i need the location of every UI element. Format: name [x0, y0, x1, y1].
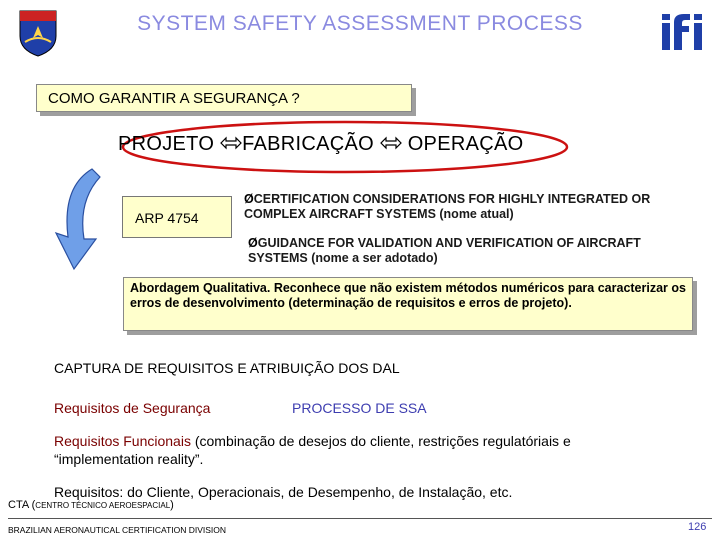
division-footer: BRAZILIAN AERONAUTICAL CERTIFICATION DIVISION [8, 525, 227, 535]
bullet-marker: Ø [244, 192, 254, 206]
bullet-item: ØGUIDANCE FOR VALIDATION AND VERIFICATION OF AIRCRAFT SYSTEMS (nome a ser adotado) [248, 236, 641, 265]
requisitos-seguranca: Requisitos de Segurança [54, 400, 211, 416]
page-number: 126 [688, 521, 707, 533]
requisitos-funcionais-label: Requisitos Funcionais [54, 433, 191, 449]
arp-label: ARP 4754 [135, 210, 199, 226]
requisitos-outros: Requisitos: do Cliente, Operacionais, de Desempenho, de Instalação, etc. [54, 484, 513, 500]
bullet-item: ØCERTIFICATION CONSIDERATIONS FOR HIGHLY INTEGRATED OR COMPLEX AIRCRAFT SYSTEMS (nome atual) [244, 192, 651, 221]
requisitos-funcionais-text: (combinação de desejos do cliente, restrições regulatóriais e “implementation reality”. [54, 433, 571, 467]
topic-question: COMO GARANTIR A SEGURANÇA ? [48, 90, 300, 107]
flow-step-projeto: PROJETO [118, 133, 215, 155]
page-title: SYSTEM SAFETY ASSESSMENT PROCESS [137, 12, 583, 35]
flow-step-fabricacao: FABRICAÇÃO [242, 133, 374, 155]
requisitos-funcionais [54, 432, 654, 468]
cta-footer: CTA (CENTRO TÉCNICO AEROESPACIAL) [8, 499, 174, 511]
curved-arrow-icon [40, 167, 102, 272]
flow-step-operacao: OPERAÇÃO [407, 133, 524, 155]
double-arrow-icon [220, 133, 242, 156]
process-flow [118, 133, 523, 156]
double-arrow-icon [380, 133, 402, 156]
bullet-marker: Ø [248, 236, 258, 250]
processo-ssa: PROCESSO DE SSA [292, 400, 427, 416]
footer-divider [8, 518, 712, 519]
ifi-logo [660, 12, 710, 52]
captura-heading: CAPTURA DE REQUISITOS E ATRIBUIÇÃO DOS DAL [54, 360, 400, 376]
abordagem-text: Abordagem Qualitativa. Reconhece que não existem métodos numéricos para caracterizar os erros de desenvolvimento (determinação de requisitos e erros de projeto). [130, 281, 686, 310]
cta-logo [17, 8, 59, 58]
